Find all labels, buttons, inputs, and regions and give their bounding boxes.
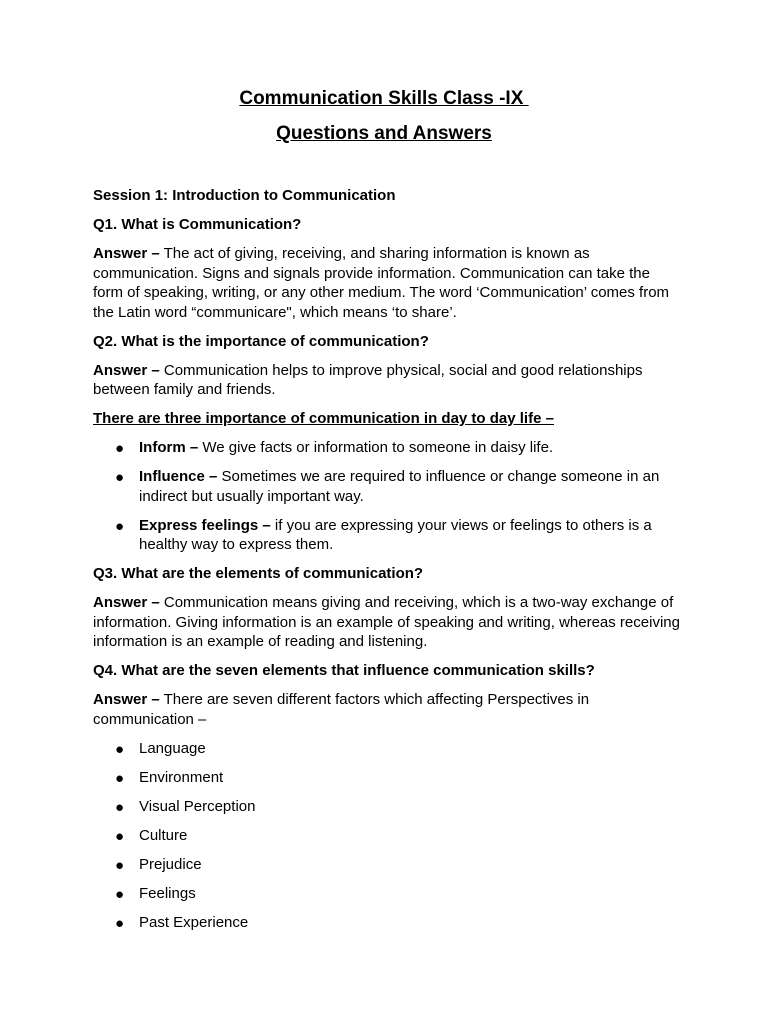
bullet-icon: ● [115, 827, 125, 845]
answer-2 [93, 361, 683, 400]
answer-label: Answer – [93, 691, 160, 708]
session-heading: Session 1: Introduction to Communication [93, 187, 396, 204]
item-text: Language [139, 739, 206, 757]
question-4: Q4. What are the seven elements that influence communication skills? [93, 662, 595, 679]
list-item [93, 797, 683, 817]
item-term: Influence – [139, 468, 218, 485]
list-item [93, 467, 683, 506]
answer-4 [93, 690, 683, 729]
importance-list [93, 438, 683, 555]
list-item [93, 826, 683, 846]
item-term: Express feelings – [139, 516, 271, 534]
document-subtitle: Questions and Answers [276, 123, 492, 144]
bullet-icon: ● [115, 740, 125, 758]
item-text: Feelings [139, 884, 196, 902]
question-1: Q1. What is Communication? [93, 216, 302, 233]
bullet-icon: ● [115, 798, 125, 816]
bullet-icon: ● [115, 769, 125, 787]
answer-text: The act of giving, receiving, and sharing information is known as communication. Signs and signals provide information. Communication can take the form of speaking, writing, or any other medium. The word ‘Communication’ comes from the Latin word “communicare", which means ‘to share’. [93, 245, 670, 321]
importance-subheading: There are three importance of communication in day to day life – [93, 410, 554, 427]
item-term: Inform – [139, 439, 199, 456]
bullet-icon: ● [115, 469, 125, 486]
question-3: Q3. What are the elements of communication? [93, 565, 424, 582]
answer-text: Communication means giving and receiving, which is a two-way exchange of information. Giving information is an example of speaking and writing, whereas receiving information is an example of reading and listening. [93, 594, 680, 650]
list-item [93, 516, 683, 555]
list-item [93, 884, 683, 904]
answer-text: Communication helps to improve physical, social and good relationships between family and friends. [93, 361, 643, 398]
item-text: Past Experience [139, 913, 249, 931]
list-item [93, 739, 683, 759]
item-text: We give facts or information to someone in daisy life. [198, 439, 554, 456]
answer-3 [93, 593, 683, 652]
bullet-icon: ● [115, 914, 125, 932]
item-text: Environment [139, 768, 224, 786]
answer-label: Answer – [93, 245, 160, 262]
list-item [93, 438, 683, 458]
item-text: Prejudice [139, 855, 202, 873]
question-2: Q2. What is the importance of communication? [93, 332, 429, 350]
answer-label: Answer – [93, 594, 160, 611]
answer-1 [93, 244, 683, 322]
list-item [93, 855, 683, 875]
document-title: Communication Skills Class -IX [239, 88, 529, 109]
list-item [93, 913, 683, 933]
item-text: Sometimes we are required to influence or change someone in an indirect but usually important way. [139, 468, 660, 505]
bullet-icon: ● [115, 517, 125, 535]
document-body [93, 186, 683, 942]
factors-list [93, 739, 683, 933]
bullet-icon: ● [115, 440, 125, 457]
item-text: Visual Perception [139, 797, 256, 815]
answer-text: There are seven different factors which affecting Perspectives in communication – [93, 691, 590, 728]
item-text: if you are expressing your views or feelings to others is a healthy way to express them. [139, 516, 652, 553]
bullet-icon: ● [115, 885, 125, 903]
bullet-icon: ● [115, 856, 125, 874]
item-text: Culture [139, 826, 188, 844]
list-item [93, 768, 683, 788]
answer-label: Answer – [93, 361, 160, 379]
